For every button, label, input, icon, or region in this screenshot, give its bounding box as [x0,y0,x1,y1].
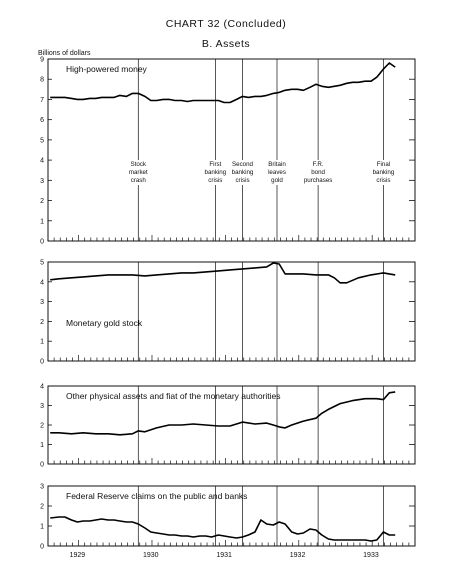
y-tick-label: 9 [40,56,44,64]
y-tick-label: 4 [40,279,44,287]
x-tick-label: 1932 [289,552,306,559]
series-line-monetary-gold-stock [50,263,395,283]
y-tick-label: 5 [40,259,44,267]
y-tick-label: 3 [40,299,44,307]
x-axis [70,552,379,559]
y-tick-label: 1 [40,523,44,531]
event-label: F.R. bond purchases [303,161,333,184]
x-tick-label: 1930 [142,552,159,559]
y-tick-label: 8 [40,76,44,84]
y-tick-label: 2 [40,503,44,511]
panel-title-high-powered-money: High-powered money [66,64,147,74]
event-label: Stock market crash [128,161,148,184]
y-tick-label: 0 [40,358,44,366]
y-tick-label: 3 [40,403,44,410]
y-tick-label: 1 [40,218,44,226]
event-label: Final banking crisis [372,161,395,184]
panel-title-federal-reserve-claims: Federal Reserve claims on the public and banks [66,491,248,501]
unit-label: Billions of dollars [38,50,91,57]
y-tick-label: 1 [40,338,44,346]
y-tick-label: 0 [40,461,44,469]
y-tick-label: 2 [40,318,44,326]
y-tick-label: 5 [40,137,44,145]
y-tick-label: 3 [40,483,44,491]
event-label: First banking crisis [204,161,227,184]
panel-title-other-physical-assets: Other physical assets and fiat of the monetary authorities [66,391,281,401]
y-tick-label: 4 [40,157,44,165]
y-tick-label: 2 [40,198,44,206]
x-tick-label: 1933 [363,552,379,559]
figure-title: CHART 32 (Concluded) [165,18,287,30]
panel-federal-reserve-claims [40,484,415,551]
y-tick-label: 7 [40,96,44,104]
y-tick-label: 4 [40,383,44,391]
series-line-federal-reserve-claims [50,517,395,541]
panel-high-powered-money [40,57,415,246]
y-tick-label: 0 [40,238,44,246]
y-tick-label: 0 [40,543,44,551]
event-label: Britain leaves gold [268,161,286,184]
event-label: Second banking crisis [231,161,254,184]
panel-other-physical-assets [40,384,415,469]
panel-frame [48,59,415,241]
figure-subtitle: B. Assets [201,38,251,50]
x-tick-label: 1929 [69,552,86,559]
y-tick-label: 2 [40,422,44,430]
x-tick-label: 1931 [216,552,232,559]
panel-title-monetary-gold-stock: Monetary gold stock [66,318,143,328]
y-tick-label: 3 [40,177,44,185]
y-tick-label: 1 [40,442,44,449]
panel-monetary-gold-stock [40,260,415,366]
y-tick-label: 6 [40,117,44,125]
